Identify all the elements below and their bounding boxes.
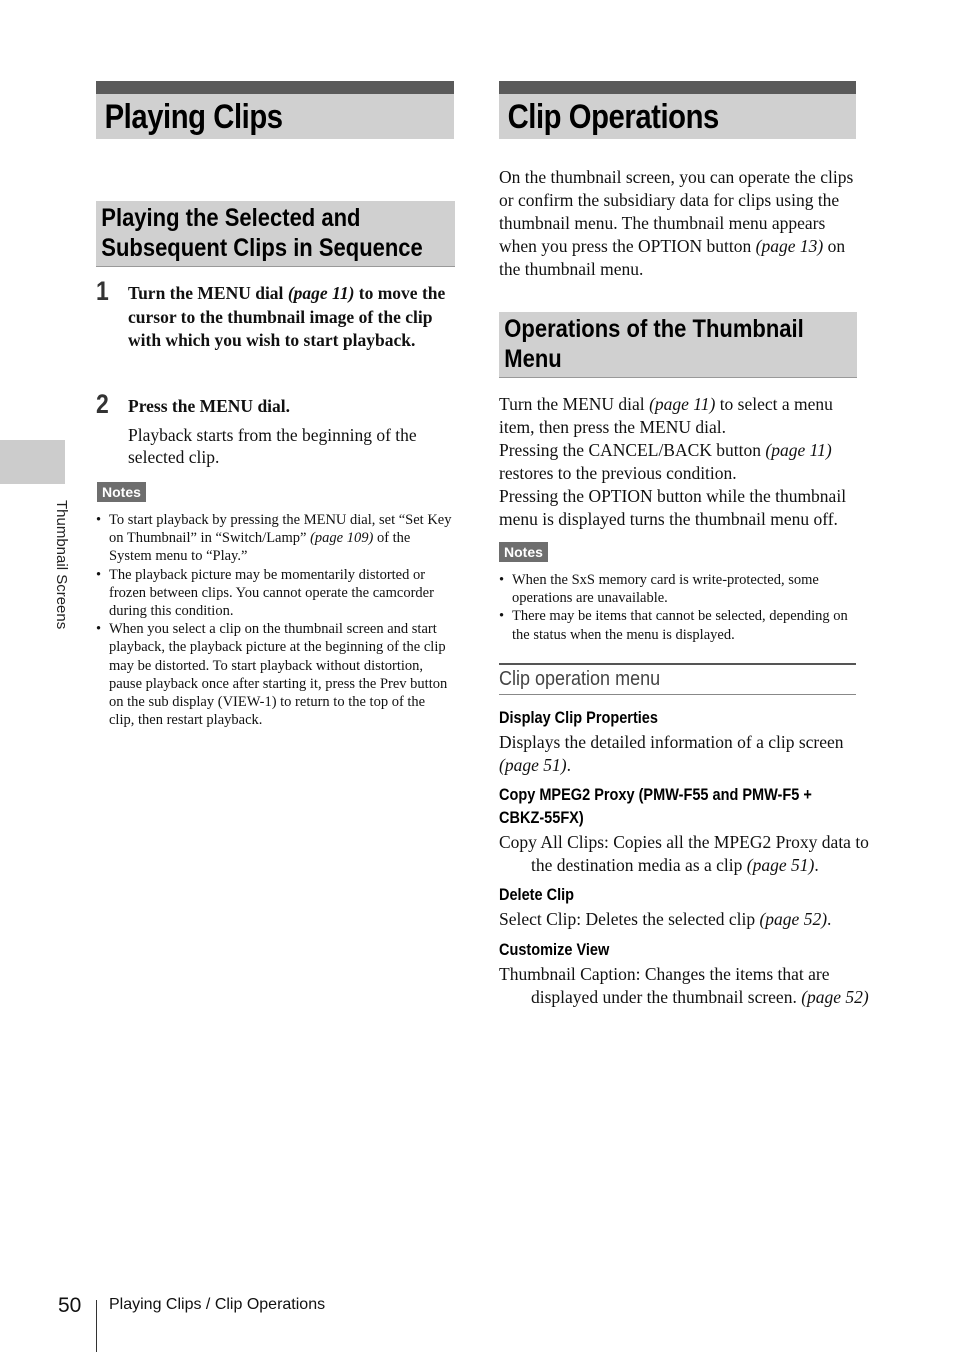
ops-paragraph-3: Pressing the OPTION button while the thumbnail menu is displayed turns the thumbnail menu off. — [499, 486, 847, 529]
chapter-title: Clip Operations — [507, 98, 719, 136]
note-item: • When you select a clip on the thumbnail screen and start playback, the playback picture at the beginning of the clip may be distorted. To start playback without distortion, pause playback once after starting it, press the Prev button on the sub display (VIEW-1) to return to the top of the clip, then restart playback. — [96, 620, 454, 729]
item-page-ref[interactable]: (page 51) — [746, 855, 815, 875]
running-title: Playing Clips / Clip Operations — [109, 1296, 326, 1313]
chapter-heading-clip-operations — [499, 81, 856, 139]
section-title-line1: Playing the Selected and — [101, 204, 361, 232]
section-title-line2: Subsequent Clips in Sequence — [101, 234, 423, 262]
step-1-text — [128, 282, 454, 353]
note-item: • The playback picture may be momentarily distorted or frozen between clips. You cannot operate the camcorder during this condition. — [96, 566, 454, 621]
ops-page-ref[interactable]: (page 11) — [649, 394, 716, 414]
notes-label: Notes — [499, 542, 548, 562]
step-number-1: 1 — [96, 276, 109, 306]
intro-paragraph: On the thumbnail screen, you can operate the clips or confirm the subsidiary data for clips using the thumbnail menu. The thumbnail menu appears when you press the OPTION button (page 13) on the thumbnail menu. — [499, 167, 854, 279]
item-title-delete-clip: Delete Clip — [499, 886, 575, 904]
notes-list-right — [499, 571, 857, 644]
chapter-title: Playing Clips — [104, 98, 283, 136]
clip-operation-menu-heading: Clip operation menu — [499, 663, 856, 695]
ops-page-ref[interactable]: (page 11) — [765, 440, 832, 460]
section-title-line2: Menu — [504, 345, 562, 373]
item-desc-display-clip-properties: Displays the detailed information of a clip screen (page 51). — [499, 732, 844, 775]
step-1-text-b: to move the cursor to the thumbnail image of the clip with which you wish to start playback. — [128, 283, 446, 350]
step-number-2: 2 — [96, 389, 109, 419]
section-heading-sequence — [96, 201, 455, 267]
footer-divider — [96, 1300, 97, 1352]
note-item: • When the SxS memory card is write-protected, some operations are unavailable. — [499, 571, 857, 607]
notes-badge-right — [499, 542, 548, 562]
item-desc-copy-mpeg2-proxy: Copy All Clips: Copies all the MPEG2 Proxy data to the destination media as a clip (page 51). — [499, 832, 869, 875]
section-title-line1: Operations of the Thumbnail — [504, 315, 804, 343]
section-heading-thumbnail-menu — [499, 312, 857, 378]
item-title-copy-mpeg2-proxy: Copy MPEG2 Proxy (PMW-F55 and PMW-F5 + CBKZ-55FX) — [499, 786, 812, 827]
step-2-text: Press the MENU dial. — [128, 396, 291, 416]
note-page-ref[interactable]: (page 109) — [310, 530, 374, 547]
note-item: • To start playback by pressing the MENU dial, set “Set Key on Thumbnail” in “Switch/Lamp” (page 109) of the System menu to “Play.” — [96, 511, 454, 566]
intro-page-ref[interactable]: (page 13) — [755, 236, 824, 256]
item-desc-delete-clip: Select Clip: Deletes the selected clip (page 52). — [499, 909, 832, 929]
page-number: 50 — [58, 1294, 82, 1317]
side-tab-label: Thumbnail Screens — [53, 500, 70, 630]
step-1-page-ref[interactable]: (page 11) — [287, 283, 355, 303]
ops-paragraph-1: Turn the MENU dial (page 11) to select a menu item, then press the MENU dial. — [499, 394, 833, 437]
item-page-ref[interactable]: (page 52) — [759, 909, 828, 929]
note-item: • There may be items that cannot be selected, depending on the status when the menu is displayed. — [499, 607, 857, 643]
item-title-customize-view: Customize View — [499, 941, 610, 959]
notes-badge-left — [97, 482, 146, 502]
item-page-ref[interactable]: (page 52) — [801, 987, 869, 1007]
chapter-side-tab — [0, 440, 65, 484]
step-1-text-a: Turn the MENU dial — [128, 283, 288, 303]
step-2-detail: Playback starts from the beginning of the selected clip. — [128, 425, 417, 467]
item-desc-customize-view: Thumbnail Caption: Changes the items that are displayed under the thumbnail screen. (page 52) — [499, 964, 869, 1007]
item-title-display-clip-properties: Display Clip Properties — [499, 709, 658, 727]
ops-paragraph-2: Pressing the CANCEL/BACK button (page 11) restores to the previous condition. — [499, 440, 832, 483]
chapter-heading-playing-clips — [96, 81, 454, 139]
operations-paragraphs — [499, 393, 856, 531]
item-page-ref[interactable]: (page 51) — [499, 755, 567, 775]
notes-label: Notes — [97, 482, 146, 502]
notes-list-left — [96, 511, 454, 729]
